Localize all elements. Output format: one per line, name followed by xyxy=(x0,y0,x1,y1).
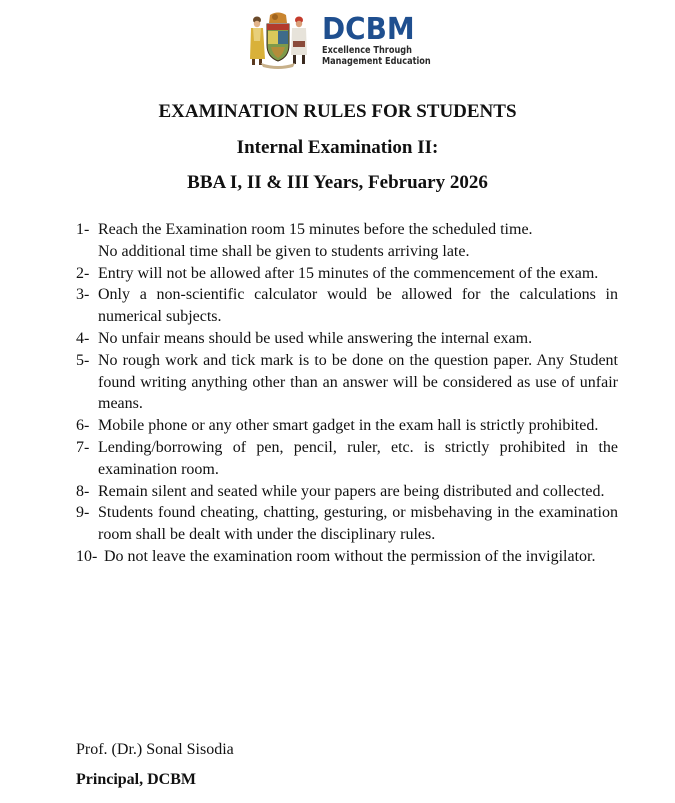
signatory-name: Prof. (Dr.) Sonal Sisodia xyxy=(76,741,234,758)
coat-of-arms-emblem-icon xyxy=(247,11,309,71)
rule-number: 9- xyxy=(76,504,90,522)
rule-text: Mobile phone or any other smart gadget in the exam hall is strictly prohibited. xyxy=(98,417,599,435)
document-subtitle: Internal Examination II: xyxy=(236,137,439,158)
rule-item xyxy=(76,546,618,568)
rule-text-continued: No additional time shall be given to students arriving late. xyxy=(98,242,470,260)
rule-item xyxy=(76,502,618,546)
document-title: EXAMINATION RULES FOR STUDENTS xyxy=(158,101,517,122)
rule-text: Entry will not be allowed after 15 minutes of the commencement of the exam. xyxy=(98,264,599,282)
rule-item xyxy=(76,350,618,415)
program-heading: BBA I, II & III Years, February 2026 xyxy=(187,172,488,193)
rule-number: 6- xyxy=(76,417,90,435)
logo-name: DCBM xyxy=(322,12,415,47)
institution-logo xyxy=(247,10,432,72)
rule-item xyxy=(76,284,618,328)
logo-wordmark xyxy=(322,12,448,67)
rule-number: 8- xyxy=(76,482,90,500)
rule-item xyxy=(76,219,618,263)
rule-number: 2- xyxy=(76,264,90,282)
rules-list xyxy=(76,219,618,568)
rule-item xyxy=(76,415,618,437)
rule-item xyxy=(76,437,618,481)
rule-item xyxy=(76,263,618,285)
rule-number: 1- xyxy=(76,221,90,238)
signatory-role: Principal, DCBM xyxy=(76,771,196,788)
rule-text: Only a non-scientific calculator would be allowed for the calculations in numerical subjects. xyxy=(98,286,618,326)
rule-text: Do not leave the examination room without the permission of the invigilator. xyxy=(104,547,596,565)
rule-text: No unfair means should be used while answering the internal exam. xyxy=(98,329,533,347)
rule-text: Students found cheating, chatting, gesturing, or misbehaving in the examination room shall be dealt with under the disciplinary rules. xyxy=(98,504,618,544)
rule-item xyxy=(76,481,618,503)
rule-number: 5- xyxy=(76,351,90,369)
rule-text: Remain silent and seated while your papers are being distributed and collected. xyxy=(98,482,605,500)
rule-item xyxy=(76,328,618,350)
rule-number: 4- xyxy=(76,329,90,347)
logo-tagline-line1: Excellence Through xyxy=(322,45,412,56)
rule-number: 3- xyxy=(76,286,90,304)
rule-number: 7- xyxy=(76,438,90,456)
rule-text: No rough work and tick mark is to be done on the question paper. Any Student found writing anything other than an answer will be considered as use of unfair means. xyxy=(98,351,618,413)
rule-number: 10- xyxy=(76,547,98,565)
rule-text: Lending/borrowing of pen, pencil, ruler, etc. is strictly prohibited in the examination room. xyxy=(98,438,618,478)
rule-text: Reach the Examination room 15 minutes before the scheduled time. xyxy=(98,221,533,238)
logo-tagline-line2: Management Education xyxy=(322,56,431,67)
